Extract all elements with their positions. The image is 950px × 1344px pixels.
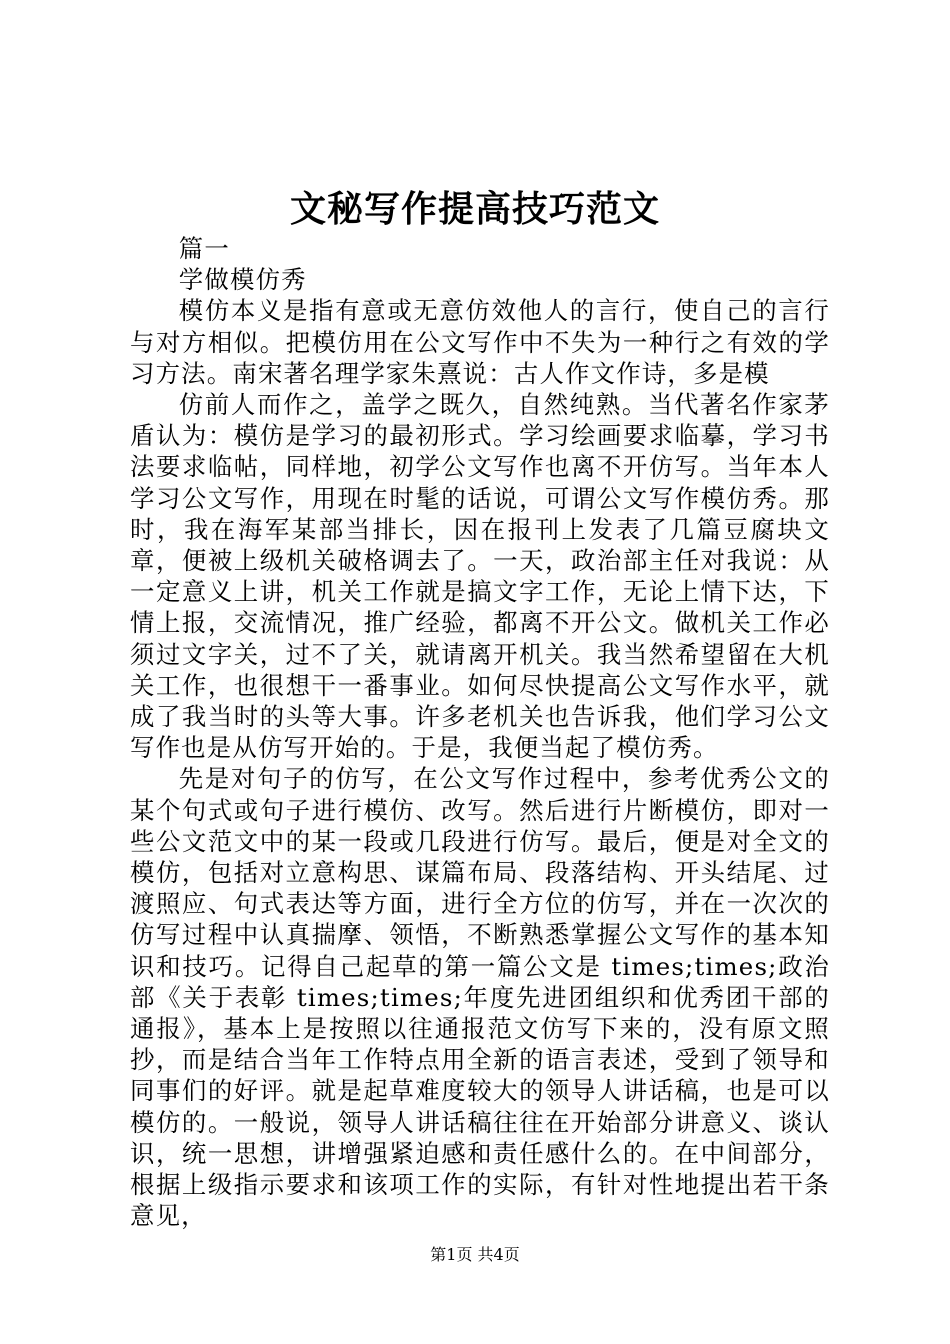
paragraph-2: 仿前人而作之，盖学之既久，自然纯熟。当代著名作家茅盾认为：模仿是学习的最初形式。学习绘画要求临摹，学习书法要求临帖，同样地，初学公文写作也离不开仿写。当年本人学习公文写作，用现在时髦的话说，可谓公文写作模仿秀。那时，我在海军某部当排长，因在报刊上发表了几篇豆腐块文章，便被上级机关破格调去了。一天，政治部主任对我说：从一定意义上讲，机关工作就是搞文字工作，无论上情下达，下情上报，交流情况，推广经验，都离不开公文。做机关工作必须过文字关，过不了关，就请离开机关。我当然希望留在大机关工作，也很想干一番事业。如何尽快提高公文写作水平，就成了我当时的头等大事。许多老机关也告诉我，他们学习公文写作也是从仿写开始的。于是，我便当起了模仿秀。 xyxy=(130,390,830,763)
paragraph-3: 先是对句子的仿写，在公文写作过程中，参考优秀公文的某个句式或句子进行模仿、改写。然后进行片断模仿，即对一些公文范文中的某一段或几段进行仿写。最后，便是对全文的模仿，包括对立意构思、谋篇布局、段落结构、开头结尾、过渡照应、句式表达等方面，进行全方位的仿写，并在一次次的仿写过程中认真揣摩、领悟，不断熟悉掌握公文写作的基本知识和技巧。记得自己起草的第一篇公文是 times;times;政治部《关于表彰 times;times;年度先进团组织和优秀团干部的通报》，基本上是按照以往通报范文仿写下来的，没有原文照抄，而是结合当年工作特点用全新的语言表述，受到了领导和同事们的好评。就是起草难度较大的领导人讲话稿，也是可以模仿的。一般说，领导人讲话稿往往在开始部分讲意义、谈认识，统一思想，讲增强紧迫感和责任感什么的。在中间部分，根据上级指示要求和该项工作的实际，有针对性地提出若干条意见， xyxy=(130,764,830,1231)
section-label: 篇一 xyxy=(178,234,230,263)
document-title: 文秘写作提高技巧范文 xyxy=(289,188,660,230)
document-body xyxy=(130,233,830,1232)
page-footer: 第1页 共4页 xyxy=(430,1245,520,1264)
paragraph-1: 模仿本义是指有意或无意仿效他人的言行，使自己的言行与对方相似。把模仿用在公文写作中不失为一种行之有效的学习方法。南宋著名理学家朱熹说：古人作文作诗，多是模 xyxy=(130,296,830,388)
section-heading: 学做模仿秀 xyxy=(178,265,307,295)
